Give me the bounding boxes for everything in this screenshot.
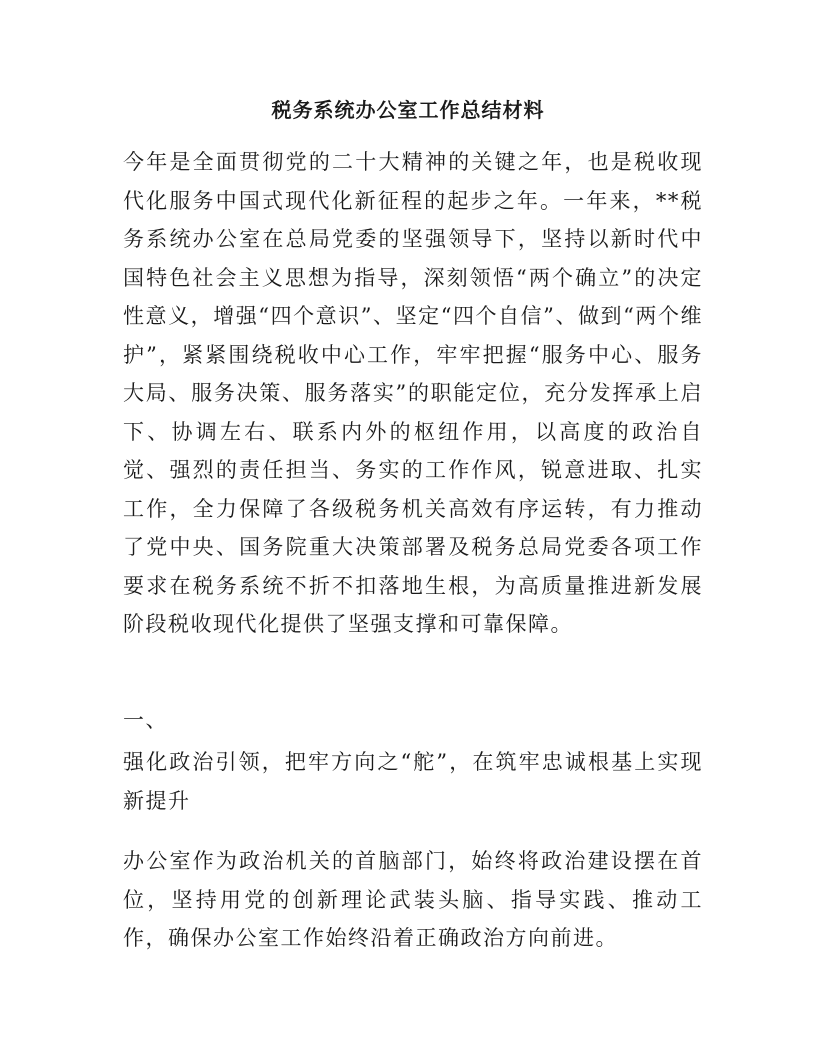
document-title: 税务系统办公室工作总结材料 bbox=[271, 98, 545, 122]
section-paragraph: 办公室作为政治机关的首脑部门，始终将政治建设摆在首位，坚持用党的创新理论武装头脑、指导实践、推动工作，确保办公室工作始终沿着正确政治方向前进。 bbox=[123, 849, 703, 950]
intro-paragraph: 今年是全面贯彻党的二十大精神的关键之年，也是税收现代化服务中国式现代化新征程的起步之年。一年来，**税务系统办公室在总局党委的坚强领导下，坚持以新时代中国特色社会主义思想为指导，深刻领悟“两个确立”的决定性意义，增强“四个意识”、坚定“四个自信”、做到“两个维护”，紧紧围绕税收中心工作，牢牢把握“服务中心、服务大局、服务决策、服务落实”的职能定位，充分发挥承上启下、协调左右、联系内外的枢纽作用，以高度的政治自觉、强烈的责任担当、务实的工作作风，锐意进取、扎实工作，全力保障了各级税务机关高效有序运转，有力推动了党中央、国务院重大决策部署及税务总局党委各项工作要求在税务系统不折不扣落地生根，为高质量推进新发展阶段税收现代化提供了坚强支撑和可靠保障。 bbox=[123, 150, 703, 636]
section-number: 一、 bbox=[123, 708, 168, 732]
section-heading: 强化政治引领，把牢方向之“舵”，在筑牢忠诚根基上实现新提升 bbox=[123, 750, 703, 813]
